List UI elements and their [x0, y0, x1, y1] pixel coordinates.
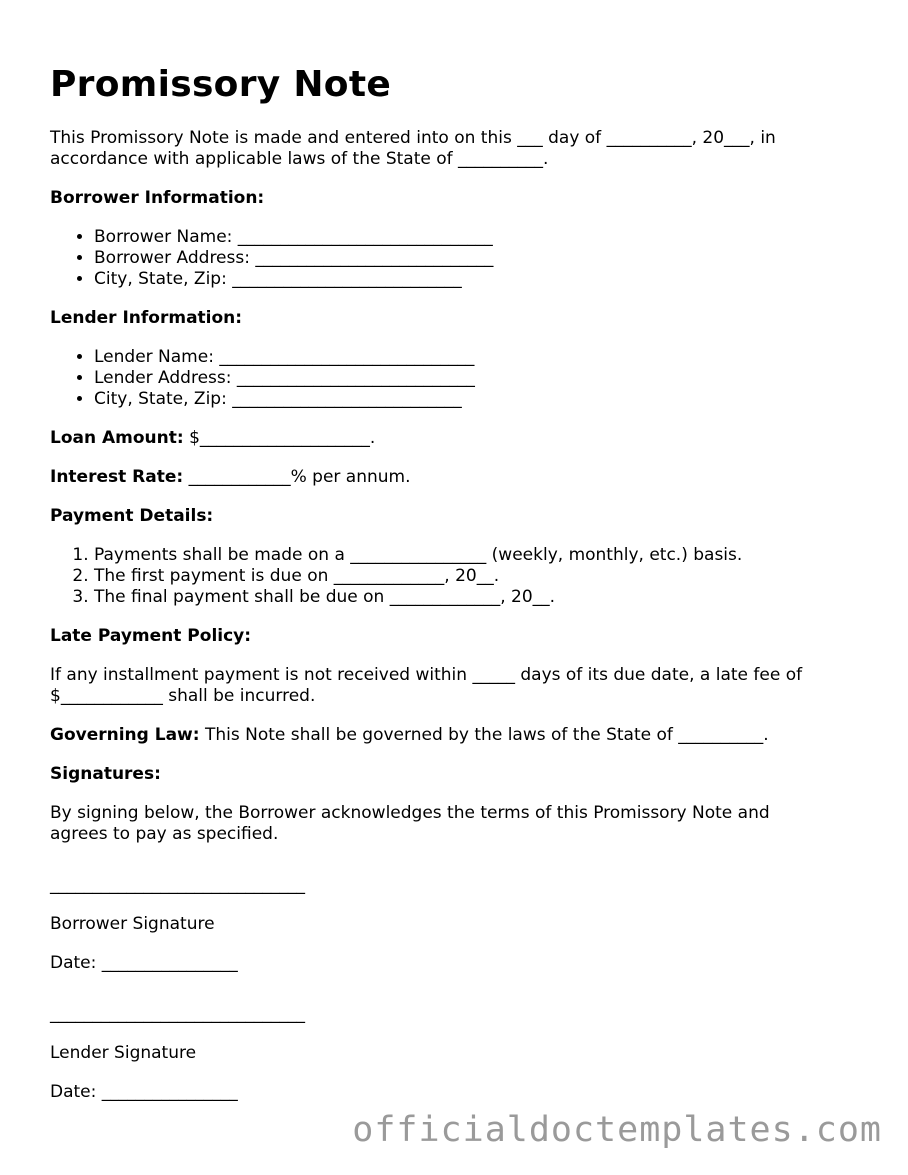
lender-signature-label: Lender Signature: [50, 1043, 197, 1063]
borrower-date: Date: ________________: [50, 953, 238, 973]
loan-amount: [50, 428, 870, 449]
list-item: • City, State, Zip: ___________________________: [94, 389, 870, 410]
list-item: 2. The first payment is due on _____________, 20__.: [94, 566, 870, 587]
list-item: 3. The final payment shall be due on _____________, 20__.: [94, 587, 870, 608]
late-payment-line-2: $____________ shall be incurred.: [50, 686, 316, 706]
list-item: • Borrower Name: ______________________________: [94, 227, 870, 248]
watermark: officialdoctemplates.com: [352, 1110, 882, 1150]
loan-amount-label: Loan Amount:: [50, 428, 184, 448]
governing-law: [50, 725, 870, 746]
late-payment-heading: Late Payment Policy:: [50, 626, 252, 646]
lender-heading: Lender Information:: [50, 308, 243, 328]
payment-details-heading: Payment Details:: [50, 506, 214, 526]
governing-law-text: This Note shall be governed by the laws of the State of __________.: [199, 725, 769, 745]
list-item: • City, State, Zip: ___________________________: [94, 269, 870, 290]
list-item: • Lender Name: ______________________________: [94, 347, 870, 368]
lender-signature-line: ______________________________: [50, 1004, 305, 1024]
borrower-heading: Borrower Information:: [50, 188, 265, 208]
borrower-signature-line: ______________________________: [50, 875, 305, 895]
lender-list: [50, 347, 870, 410]
borrower-signature-label: Borrower Signature: [50, 914, 215, 934]
signatures-line-1: By signing below, the Borrower acknowledges the terms of this Promissory Note and: [50, 803, 770, 823]
interest-rate-label: Interest Rate:: [50, 467, 184, 487]
document-page: [50, 62, 870, 1103]
lender-date: Date: ________________: [50, 1082, 238, 1102]
page-title: Promissory Note: [50, 64, 392, 105]
payment-details-list: [50, 545, 870, 608]
loan-amount-value: $____________________.: [183, 428, 376, 448]
intro-paragraph: [50, 128, 870, 170]
list-item: • Lender Address: ____________________________: [94, 368, 870, 389]
late-payment-line-1: If any installment payment is not received within _____ days of its due date, a late fee of: [50, 665, 803, 685]
late-payment-paragraph: [50, 665, 870, 707]
list-item: • Borrower Address: ____________________________: [94, 248, 870, 269]
list-item: 1. Payments shall be made on a ________________ (weekly, monthly, etc.) basis.: [94, 545, 870, 566]
signatures-paragraph: [50, 803, 870, 845]
intro-line-2: accordance with applicable laws of the State of __________.: [50, 149, 549, 169]
intro-line-1: This Promissory Note is made and entered into on this ___ day of __________, 20___, in: [50, 128, 776, 148]
interest-rate: [50, 467, 870, 488]
signatures-heading: Signatures:: [50, 764, 161, 784]
signatures-line-2: agrees to pay as specified.: [50, 824, 279, 844]
governing-law-label: Governing Law:: [50, 725, 200, 745]
interest-rate-value: ____________% per annum.: [183, 467, 411, 487]
borrower-list: [50, 227, 870, 290]
